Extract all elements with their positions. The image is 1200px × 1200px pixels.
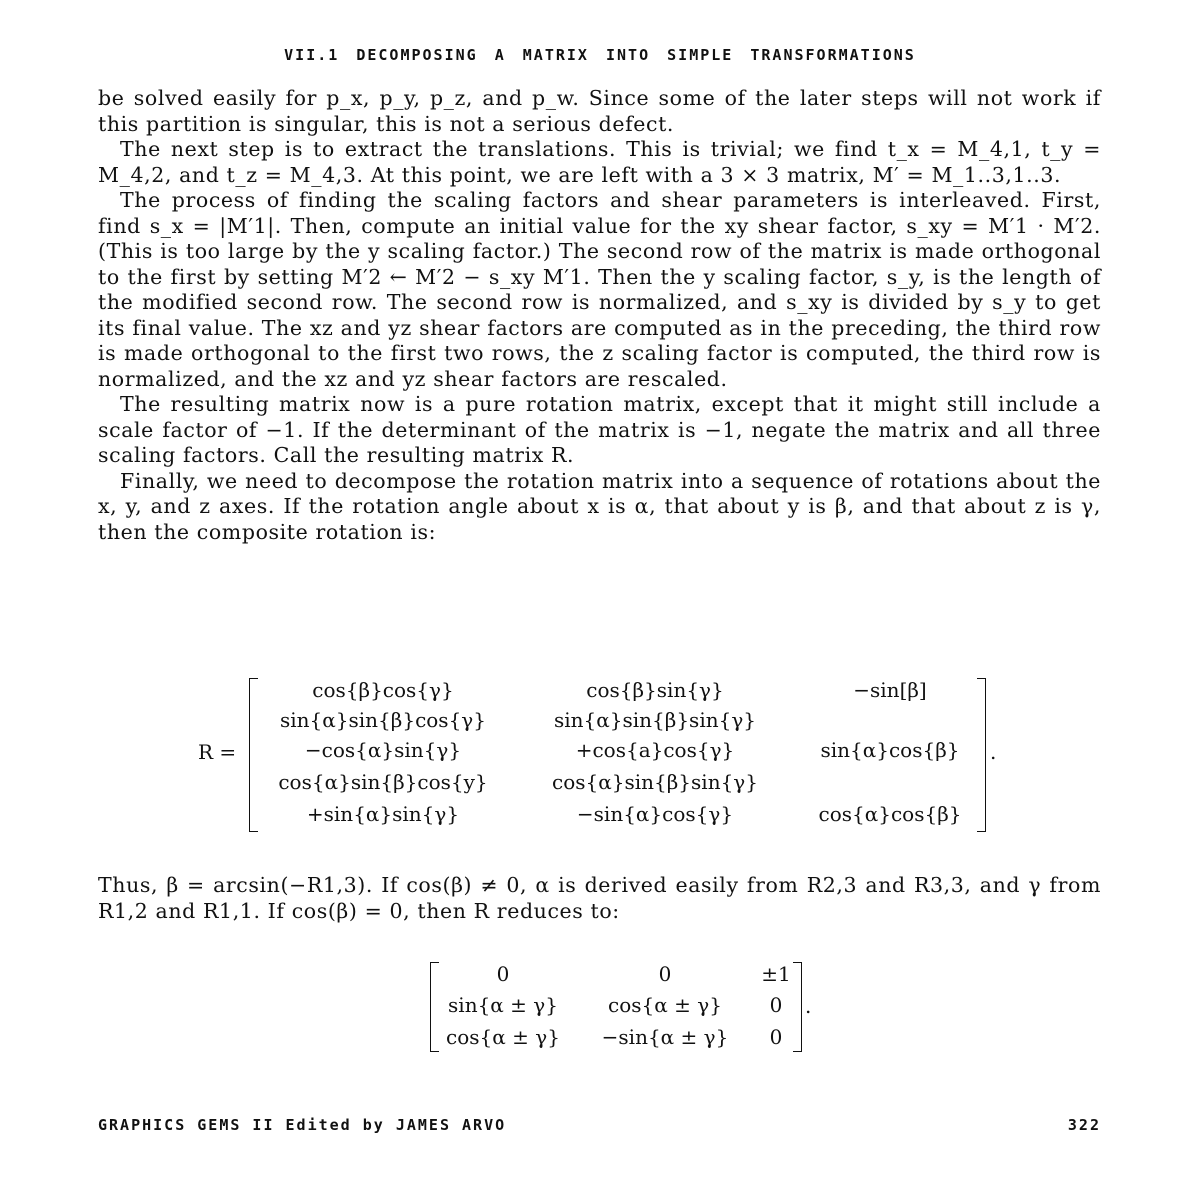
matrix-r-c21b: −cos{α}sin{γ} — [304, 738, 462, 762]
matrix-r-c12: cos{β}sin{γ} — [586, 678, 724, 702]
running-head: VII.1 DECOMPOSING A MATRIX INTO SIMPLE TRANSFORMATIONS — [284, 46, 916, 64]
matrix-reduced-c12: 0 — [658, 962, 672, 986]
matrix-r-label: R = — [198, 740, 237, 764]
matrix-r-c22a: sin{α}sin{β}sin{γ} — [554, 708, 756, 732]
matrix-r-c32b: −sin{α}cos{γ} — [576, 802, 734, 826]
paragraph-5: Finally, we need to decompose the rotation matrix into a sequence of rotations about the x, y, and z axes. If the rotation angle about x is α, that about y is β, and that about z is γ, then the composite rotation is: — [98, 468, 1101, 544]
matrix-r-c22b: +cos{a}cos{γ} — [575, 738, 735, 762]
matrix-reduced-c32: −sin{α ± γ} — [601, 1025, 729, 1049]
footer-book-credit: GRAPHICS GEMS II Edited by JAMES ARVO — [98, 1116, 507, 1134]
matrix-r-period: . — [990, 740, 997, 764]
paragraph-3: The process of finding the scaling factors and shear parameters is interleaved. First, find s_x = |M′1|. Then, compute an initial value for the xy shear factor, s_xy = M′1 · M′2. (This is too large by the y scaling factor.) The second row of the matrix is made orthogonal to the first by setting M′2 ← M′2 − s_xy M′1. Then the y scaling factor, s_y, is the length of the modified second row. The second row is normalized, and s_xy is divided by s_y to get its final value. The xz and yz shear factors are computed as in the preceding, the third row is made orthogonal to the first two rows, the z scaling factor is computed, the third row is normalized, and the xz and yz shear factors are rescaled. — [98, 188, 1101, 391]
matrix-reduced-c31: cos{α ± γ} — [446, 1025, 560, 1049]
matrix-r-c21a: sin{α}sin{β}cos{γ} — [280, 708, 486, 732]
page-number: 322 — [1067, 1116, 1101, 1134]
paragraph-1: be solved easily for p_x, p_y, p_z, and p_w. Since some of the later steps will not work if this partition is singular, this is not a serious defect. — [98, 86, 1101, 136]
body-text — [98, 86, 1101, 545]
matrix-r-c11: cos{β}cos{γ} — [312, 678, 454, 702]
paragraph-4: The resulting matrix now is a pure rotation matrix, except that it might still include a scale factor of −1. If the determinant of the matrix is −1, negate the matrix and all three scaling factors. Call the resulting matrix R. — [98, 392, 1101, 467]
matrix-reduced-c11: 0 — [496, 962, 510, 986]
paragraph-2: The next step is to extract the translations. This is trivial; we find t_x = M_4,1, t_y = M_4,2, and t_z = M_4,3. At this point, we are left with a 3 × 3 matrix, M′ = M_1..3,1..3. — [98, 137, 1101, 187]
matrix-reduced-c13: ±1 — [761, 962, 791, 986]
body-text-after-matrix — [98, 873, 1101, 924]
matrix-reduced-period: . — [805, 994, 812, 1018]
matrix-reduced-c21: sin{α ± γ} — [448, 993, 558, 1017]
matrix-r-c23: sin{α}cos{β} — [820, 738, 960, 762]
matrix-r-c31b: +sin{α}sin{γ} — [306, 802, 460, 826]
matrix-r-left-bracket — [249, 678, 258, 832]
matrix-r-c33: cos{α}cos{β} — [818, 802, 962, 826]
matrix-reduced-c23: 0 — [769, 993, 783, 1017]
matrix-r-c32a: cos{α}sin{β}sin{γ} — [552, 770, 758, 794]
matrix-reduced-c22: cos{α ± γ} — [608, 993, 722, 1017]
matrix-r-c31a: cos{α}sin{β}cos{y} — [278, 770, 488, 794]
matrix-reduced-c33: 0 — [769, 1025, 783, 1049]
page-footer — [98, 1116, 1101, 1134]
matrix-r-c13: −sin[β] — [853, 678, 927, 702]
paragraph-6: Thus, β = arcsin(−R1,3). If cos(β) ≠ 0, α is derived easily from R2,3 and R3,3, and γ from R1,2 and R1,1. If cos(β) = 0, then R reduces to: — [98, 873, 1101, 923]
